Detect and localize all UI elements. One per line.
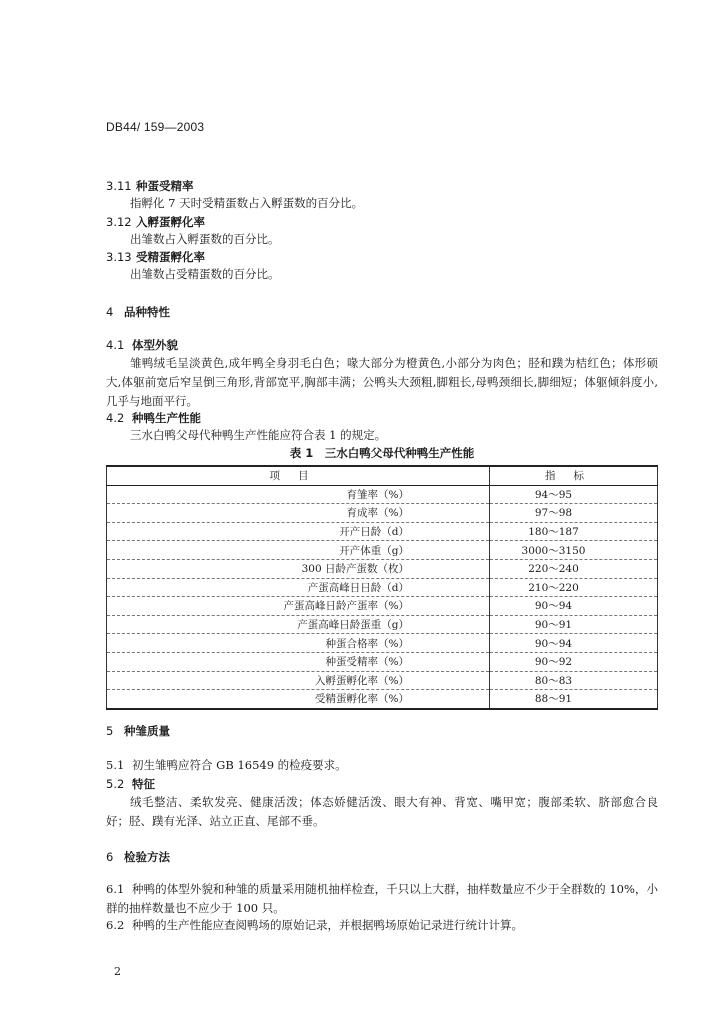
row-value: 3000～3150 — [490, 541, 658, 560]
section-title: 特征 — [132, 777, 155, 791]
row-value: 90～92 — [490, 652, 658, 671]
row-value: 88～91 — [490, 690, 658, 709]
table-row — [107, 652, 658, 671]
row-value: 90～94 — [490, 634, 658, 653]
section-title: 受精蛋孵化率 — [136, 250, 205, 264]
section-title: 入孵蛋孵化率 — [136, 215, 205, 229]
section-6-2-body: 种鸭的生产性能应查阅鸭场的原始记录，并根据鸭场原始记录进行统计计算。 — [132, 918, 523, 932]
section-number: 3.13 — [106, 250, 132, 264]
row-item: 产蛋高峰日龄蛋重（g） — [107, 615, 490, 634]
section-6-heading — [106, 849, 170, 865]
column-header-value: 指标 — [490, 466, 658, 485]
table-1-title: 表 1 三水白鸭父母代种鸭生产性能 — [289, 446, 475, 460]
row-item: 种蛋受精率（%） — [107, 652, 490, 671]
section-number: 4 — [106, 305, 114, 319]
section-5-2-heading — [106, 776, 155, 792]
section-4-1-body: 雏鸭绒毛呈淡黄色,成年鸭全身羽毛白色；喙大部分为橙黄色,小部分为肉色；胫和蹼为桔红色；体形硕大,体躯前宽后窄呈倒三角形,背部宽平,胸部丰满；公鸭头大颈粗,脚粗长,母鸭颈细长,脚细短；体躯倾斜度小,几乎与地面平行。 — [106, 356, 658, 408]
table-row — [107, 559, 658, 578]
section-number: 5 — [106, 724, 114, 738]
section-number: 6 — [106, 850, 114, 864]
column-header-item: 项目 — [107, 466, 490, 485]
row-value: 220～240 — [490, 559, 658, 578]
section-number: 4.2 — [106, 411, 125, 425]
section-number: 5.2 — [106, 777, 125, 791]
table-row — [107, 485, 658, 504]
table-row — [107, 615, 658, 634]
row-item: 产蛋高峰日龄产蛋率（%） — [107, 597, 490, 616]
section-number: 6.2 — [106, 918, 125, 932]
table-row — [107, 690, 658, 709]
section-5-heading — [106, 723, 170, 739]
performance-table — [106, 465, 658, 710]
row-value: 180～187 — [490, 522, 658, 541]
row-item: 开产日龄（d） — [107, 522, 490, 541]
row-value: 94～95 — [490, 485, 658, 504]
section-3-12-heading — [106, 214, 205, 230]
row-item: 育雏率（%） — [107, 485, 490, 504]
section-number: 4.1 — [106, 338, 125, 352]
section-title: 种蛋受精率 — [136, 179, 194, 193]
table-header-row — [107, 466, 658, 485]
table-row — [107, 504, 658, 523]
row-item: 开产体重（g） — [107, 541, 490, 560]
row-item: 受精蛋孵化率（%） — [107, 690, 490, 709]
section-5-1-body: 初生雏鸭应符合 GB 16549 的检疫要求。 — [132, 758, 347, 772]
section-3-11-heading — [106, 178, 194, 194]
section-3-13-heading — [106, 249, 205, 265]
section-title: 品种特性 — [124, 305, 170, 319]
section-6-2 — [106, 918, 523, 933]
section-5-1 — [106, 758, 347, 773]
section-4-2-body: 三水白鸭父母代种鸭生产性能应符合表 1 的规定。 — [130, 428, 387, 442]
table-row — [107, 597, 658, 616]
section-3-12-body: 出雏数占入孵蛋数的百分比。 — [130, 232, 280, 246]
section-title: 体型外貌 — [132, 338, 178, 352]
section-6-1-body: 种鸭的体型外貌和种雏的质量采用随机抽样检查，千只以上大群，抽样数量应不少于全群数的 10%，小群的抽样数量也不应少于 100 只。 — [106, 882, 658, 915]
section-3-11-body: 指孵化 7 天时受精蛋数占入孵蛋数的百分比。 — [130, 196, 364, 210]
section-3-13-body: 出雏数占受精蛋数的百分比。 — [130, 267, 280, 281]
row-item: 育成率（%） — [107, 504, 490, 523]
document-number: DB44/ 159—2003 — [106, 120, 205, 134]
section-number: 3.11 — [106, 179, 132, 193]
table-row — [107, 634, 658, 653]
row-value: 97～98 — [490, 504, 658, 523]
row-value: 90～94 — [490, 597, 658, 616]
section-title: 种雏质量 — [124, 724, 170, 738]
row-item: 种蛋合格率（%） — [107, 634, 490, 653]
page-number: 2 — [114, 965, 121, 978]
table-row — [107, 522, 658, 541]
table-row — [107, 671, 658, 690]
row-value: 210～220 — [490, 578, 658, 597]
section-number: 6.1 — [106, 882, 125, 896]
section-number: 5.1 — [106, 758, 125, 772]
table-row — [107, 541, 658, 560]
section-4-2-heading — [106, 410, 201, 426]
row-item: 产蛋高峰日日龄（d） — [107, 578, 490, 597]
section-4-heading — [106, 304, 170, 320]
row-item: 入孵蛋孵化率（%） — [107, 671, 490, 690]
section-5-2-body: 绒毛整洁、柔软发亮、健康活泼；体态娇健活泼、眼大有神、背宽、嘴甲宽；腹部柔软、脐部愈合良好；胫、蹼有光泽、站立正直、尾部不垂。 — [106, 795, 658, 828]
section-6-1 — [106, 880, 658, 918]
section-title: 检验方法 — [124, 850, 170, 864]
row-value: 90～91 — [490, 615, 658, 634]
section-4-1-heading — [106, 337, 178, 353]
section-number: 3.12 — [106, 215, 132, 229]
row-value: 80～83 — [490, 671, 658, 690]
section-title: 种鸭生产性能 — [132, 411, 201, 425]
table-row — [107, 578, 658, 597]
row-item: 300 日龄产蛋数（枚） — [107, 559, 490, 578]
